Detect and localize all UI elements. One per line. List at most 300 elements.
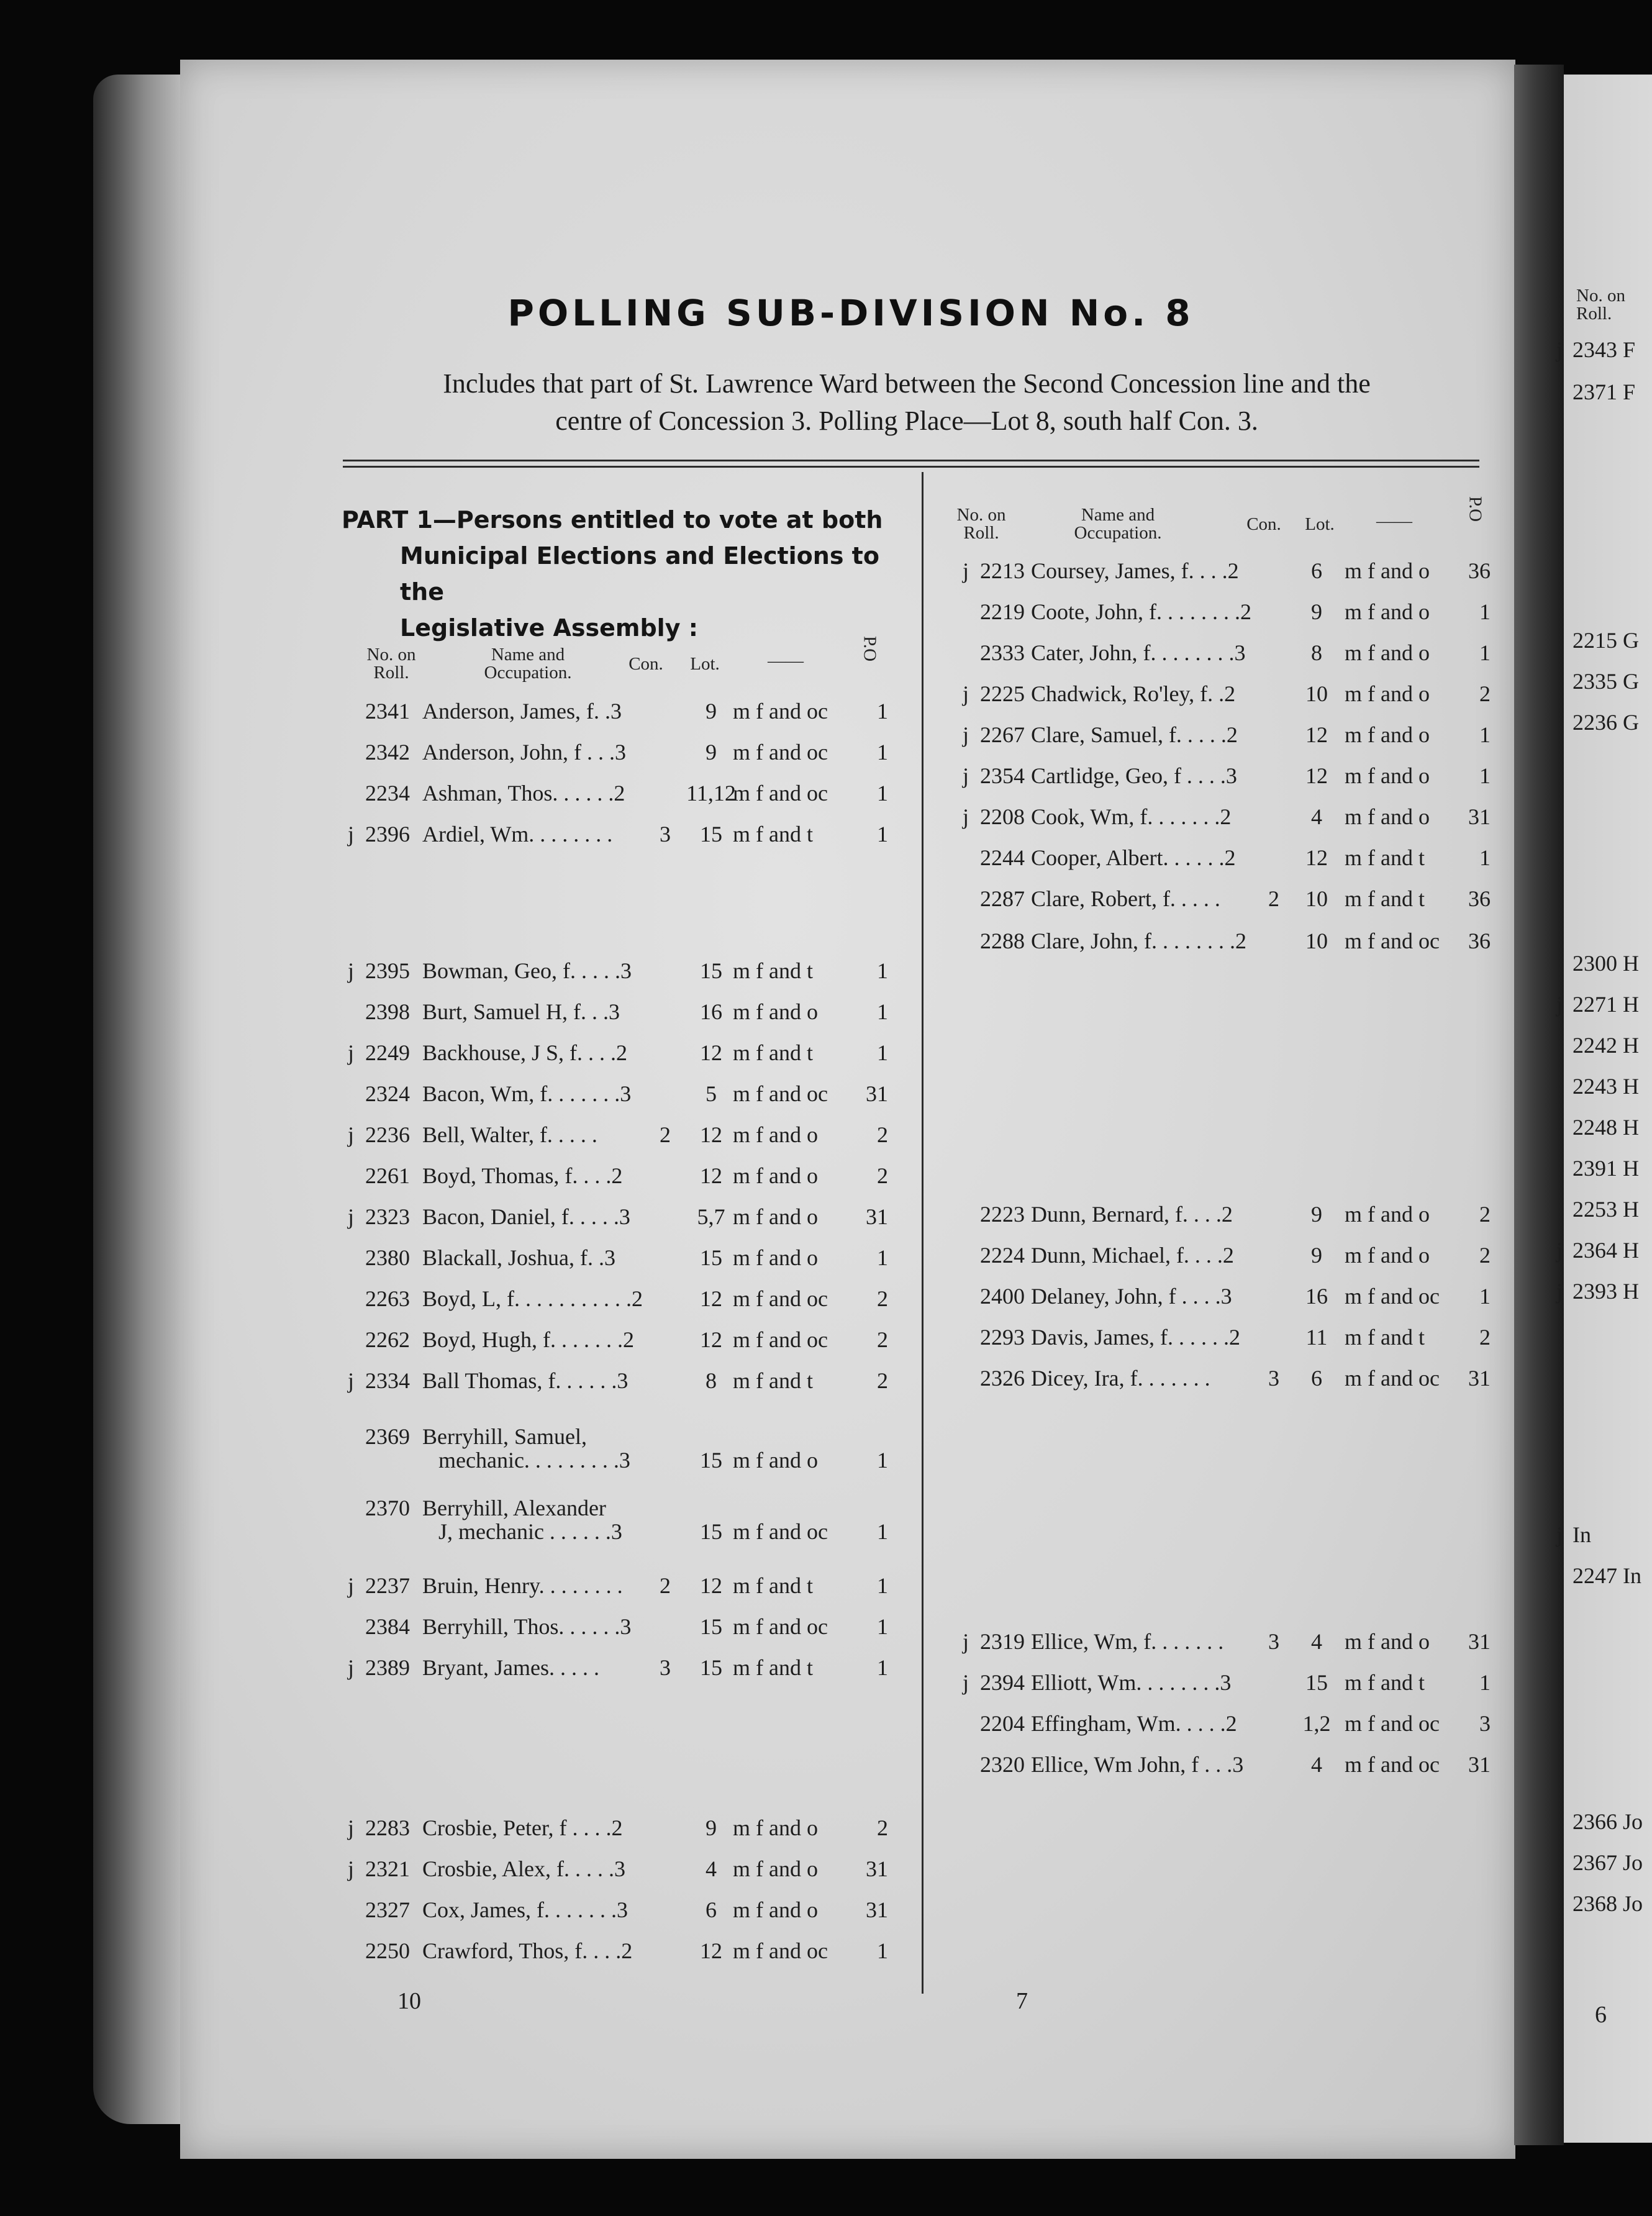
roll-marker: j bbox=[347, 1122, 354, 1147]
roll-marker: j bbox=[347, 958, 354, 983]
roll-marker: j bbox=[1556, 1522, 1563, 1547]
post-office: 1 bbox=[877, 1614, 888, 1639]
post-office: 1 bbox=[877, 822, 888, 847]
next-page-row bbox=[1556, 1155, 1639, 1181]
qualification: m f and o bbox=[733, 1448, 818, 1473]
left-header-con: Con. bbox=[629, 654, 663, 674]
page-number-next: 6 bbox=[1595, 2002, 1607, 2028]
lot: 9 bbox=[1311, 599, 1322, 624]
next-page-row bbox=[1556, 1073, 1639, 1099]
lot: 8 bbox=[706, 1368, 717, 1393]
next-page-row-text: 2364 H bbox=[1573, 1238, 1639, 1263]
voter-name: Davis, James, f. . . . . .2 bbox=[1031, 1325, 1240, 1350]
post-office: 2 bbox=[1479, 1243, 1491, 1268]
left-header-po: P.O bbox=[860, 635, 880, 662]
lot: 6 bbox=[1311, 1366, 1322, 1391]
right-row bbox=[950, 1709, 1503, 1738]
qualification: m f and t bbox=[733, 1040, 813, 1065]
roll-marker: j bbox=[962, 1670, 969, 1695]
lot: 10 bbox=[1305, 886, 1328, 911]
voter-name: Ashman, Thos. . . . . .2 bbox=[422, 781, 625, 806]
post-office: 1 bbox=[1479, 1284, 1491, 1309]
qualification: m f and oc bbox=[1345, 1752, 1440, 1777]
left-row bbox=[335, 1612, 907, 1641]
voter-name: Clare, John, f. . . . . . . .2 bbox=[1031, 929, 1246, 953]
roll-number: 2219 bbox=[980, 599, 1025, 624]
next-page-row bbox=[1556, 627, 1639, 653]
roll-marker: j bbox=[1556, 1238, 1563, 1263]
lot: 15 bbox=[700, 958, 722, 983]
post-office: 36 bbox=[1468, 558, 1491, 583]
qualification: m f and o bbox=[1345, 1629, 1430, 1654]
left-row bbox=[335, 1494, 907, 1551]
next-page-row-text: 2368 Jo bbox=[1573, 1891, 1643, 1916]
right-row bbox=[950, 1750, 1503, 1779]
right-header-no-on-roll-1: No. on bbox=[956, 505, 1006, 525]
roll-number: 2283 bbox=[365, 1815, 410, 1840]
qualification: m f and o bbox=[733, 1245, 818, 1270]
left-header-name bbox=[466, 646, 590, 682]
part-1-line-2: Municipal Elections and Elections to the bbox=[400, 542, 879, 606]
voter-name: Ellice, Wm, f. . . . . . . bbox=[1031, 1629, 1224, 1654]
roll-number: 2261 bbox=[365, 1163, 410, 1188]
roll-number: 2234 bbox=[365, 781, 410, 806]
post-office: 1 bbox=[877, 1655, 888, 1680]
lot: 4 bbox=[1311, 1752, 1322, 1777]
lot: 10 bbox=[1305, 929, 1328, 953]
qualification: m f and oc bbox=[1345, 1711, 1440, 1736]
roll-number: 2321 bbox=[365, 1856, 410, 1881]
lot: 16 bbox=[700, 999, 722, 1024]
roll-number: 2237 bbox=[365, 1573, 410, 1598]
qualification: m f and t bbox=[733, 822, 813, 847]
voter-name: Anderson, John, f . . .3 bbox=[422, 740, 626, 765]
next-page-row bbox=[1556, 1809, 1643, 1835]
voter-name: Bell, Walter, f. . . . . bbox=[422, 1122, 597, 1147]
part-1-heading bbox=[342, 502, 901, 646]
post-office: 1 bbox=[1479, 640, 1491, 665]
qualification: m f and t bbox=[733, 1655, 813, 1680]
voter-name: Berryhill, Thos. . . . . .3 bbox=[422, 1614, 632, 1639]
next-page-row-text: 2271 H bbox=[1573, 992, 1639, 1017]
qualification: m f and oc bbox=[1345, 1366, 1440, 1391]
next-page-row-text: 2335 G bbox=[1573, 669, 1639, 694]
right-row bbox=[950, 927, 1503, 955]
voter-name: Bryant, James. . . . . bbox=[422, 1655, 599, 1680]
roll-number: 2287 bbox=[980, 886, 1025, 911]
roll-number: 2333 bbox=[980, 640, 1025, 665]
right-row bbox=[950, 802, 1503, 831]
roll-number: 2204 bbox=[980, 1711, 1025, 1736]
voter-name: Bacon, Daniel, f. . . . .3 bbox=[422, 1204, 630, 1229]
qualification: m f and t bbox=[1345, 845, 1425, 870]
roll-number: 2396 bbox=[365, 822, 410, 847]
right-row bbox=[950, 1200, 1503, 1228]
right-row bbox=[950, 1364, 1503, 1392]
roll-number: 2250 bbox=[365, 1938, 410, 1963]
roll-number: 2400 bbox=[980, 1284, 1025, 1309]
roll-number: 2394 bbox=[980, 1670, 1025, 1695]
right-row bbox=[950, 1282, 1503, 1310]
left-row bbox=[335, 697, 907, 725]
lot: 4 bbox=[1311, 804, 1322, 829]
next-page-row-text: In bbox=[1573, 1522, 1591, 1547]
lot: 9 bbox=[706, 740, 717, 765]
left-row bbox=[335, 1896, 907, 1924]
next-page-row-text: 2300 H bbox=[1573, 951, 1639, 976]
roll-number: 2236 bbox=[365, 1122, 410, 1147]
concession: 3 bbox=[660, 822, 671, 847]
roll-marker: j bbox=[347, 1856, 354, 1881]
left-header-dash: —— bbox=[768, 651, 804, 671]
roll-number: 2320 bbox=[980, 1752, 1025, 1777]
roll-number: 2224 bbox=[980, 1243, 1025, 1268]
roll-marker: j bbox=[347, 1368, 354, 1393]
voter-name: Clare, Robert, f. . . . . bbox=[1031, 886, 1220, 911]
post-office: 2 bbox=[1479, 681, 1491, 706]
left-row bbox=[335, 738, 907, 766]
qualification: m f and t bbox=[1345, 1325, 1425, 1350]
left-header-lot: Lot. bbox=[690, 654, 720, 674]
voter-name: Anderson, James, f. .3 bbox=[422, 699, 622, 724]
lot: 8 bbox=[1311, 640, 1322, 665]
right-row bbox=[950, 720, 1503, 749]
post-office: 2 bbox=[877, 1122, 888, 1147]
lot: 12 bbox=[1305, 845, 1328, 870]
lot: 4 bbox=[706, 1856, 717, 1881]
intro-line-2: centre of Concession 3. Polling Place—Lot 8, south half Con. 3. bbox=[555, 406, 1258, 436]
qualification: m f and o bbox=[733, 1856, 818, 1881]
concession: 2 bbox=[660, 1573, 671, 1598]
voter-name: Cartlidge, Geo, f . . . .3 bbox=[1031, 763, 1237, 788]
lot: 15 bbox=[700, 822, 722, 847]
roll-marker: j bbox=[962, 1629, 969, 1654]
roll-number: 2342 bbox=[365, 740, 410, 765]
qualification: m f and o bbox=[1345, 681, 1430, 706]
lot: 15 bbox=[1305, 1670, 1328, 1695]
right-row bbox=[950, 556, 1503, 585]
left-row bbox=[335, 1855, 907, 1883]
lot: 12 bbox=[700, 1938, 722, 1963]
roll-number: 2369 bbox=[365, 1424, 410, 1449]
right-header-no-on-roll-2: Roll. bbox=[963, 523, 999, 543]
post-office: 2 bbox=[877, 1163, 888, 1188]
voter-name: Bruin, Henry. . . . . . . . bbox=[422, 1573, 623, 1598]
lot: 12 bbox=[700, 1122, 722, 1147]
qualification: m f and o bbox=[1345, 558, 1430, 583]
next-page-row bbox=[1556, 1850, 1643, 1876]
voter-name: Berryhill, Alexander bbox=[422, 1496, 606, 1520]
left-row bbox=[335, 1366, 907, 1395]
roll-marker: j bbox=[1556, 337, 1563, 362]
left-header-no-on-roll bbox=[354, 646, 429, 682]
left-row bbox=[335, 956, 907, 985]
left-row bbox=[335, 1325, 907, 1354]
voter-name: Cooper, Albert. . . . . .2 bbox=[1031, 845, 1236, 870]
post-office: 1 bbox=[877, 1519, 888, 1544]
post-office: 31 bbox=[1468, 1366, 1491, 1391]
lot: 12 bbox=[700, 1286, 722, 1311]
voter-name: Cox, James, f. . . . . . .3 bbox=[422, 1897, 628, 1922]
voter-name: Dicey, Ira, f. . . . . . . bbox=[1031, 1366, 1210, 1391]
next-page-row bbox=[1556, 337, 1635, 363]
qualification: m f and t bbox=[733, 1573, 813, 1598]
roll-number: 2267 bbox=[980, 722, 1025, 747]
left-header-name-1: Name and bbox=[491, 645, 565, 665]
next-page-row bbox=[1556, 950, 1639, 976]
post-office: 2 bbox=[877, 1815, 888, 1840]
right-row bbox=[950, 597, 1503, 626]
next-page-row-text: 2343 F bbox=[1573, 337, 1636, 362]
voter-name: Cook, Wm, f. . . . . . .2 bbox=[1031, 804, 1232, 829]
right-row bbox=[950, 1668, 1503, 1697]
roll-marker: j bbox=[347, 1204, 354, 1229]
left-row bbox=[335, 779, 907, 807]
qualification: m f and oc bbox=[733, 740, 828, 765]
roll-number: 2223 bbox=[980, 1202, 1025, 1227]
post-office: 1 bbox=[1479, 845, 1491, 870]
roll-number: 2319 bbox=[980, 1629, 1025, 1654]
left-header-name-2: Occupation. bbox=[484, 663, 572, 683]
column-divider bbox=[922, 472, 924, 1994]
post-office: 31 bbox=[866, 1081, 888, 1106]
next-page-row bbox=[1556, 709, 1639, 735]
roll-marker: j bbox=[347, 1040, 354, 1065]
lot: 12 bbox=[1305, 722, 1328, 747]
roll-number: 2341 bbox=[365, 699, 410, 724]
post-office: 1 bbox=[1479, 1670, 1491, 1695]
voter-name: Delaney, John, f . . . .3 bbox=[1031, 1284, 1232, 1309]
voter-name: Clare, Samuel, f. . . . .2 bbox=[1031, 722, 1238, 747]
next-page-row-text: 2391 H bbox=[1573, 1156, 1639, 1181]
left-row bbox=[335, 997, 907, 1026]
roll-marker: j bbox=[1556, 1279, 1563, 1304]
left-row bbox=[335, 1202, 907, 1231]
left-row bbox=[335, 1571, 907, 1600]
roll-number: 2323 bbox=[365, 1204, 410, 1229]
qualification: m f and t bbox=[1345, 1670, 1425, 1695]
roll-number: 2384 bbox=[365, 1614, 410, 1639]
right-row bbox=[950, 1241, 1503, 1269]
next-page-row bbox=[1556, 1891, 1643, 1917]
next-page-row bbox=[1556, 379, 1635, 405]
voter-name: Crosbie, Alex, f. . . . .3 bbox=[422, 1856, 625, 1881]
next-page-header bbox=[1576, 287, 1638, 323]
voter-name-cont: mechanic. . . . . . . . .3 bbox=[438, 1448, 630, 1473]
lot: 9 bbox=[706, 699, 717, 724]
post-office: 31 bbox=[1468, 1752, 1491, 1777]
right-header-lot: Lot. bbox=[1305, 514, 1335, 534]
roll-marker: j bbox=[1556, 992, 1563, 1017]
qualification: m f and o bbox=[1345, 1202, 1430, 1227]
next-page-row-text: 2242 H bbox=[1573, 1033, 1639, 1058]
intro-line-1: Includes that part of St. Lawrence Ward between the Second Concession line and the bbox=[443, 368, 1371, 399]
qualification: m f and t bbox=[1345, 886, 1425, 911]
lot: 15 bbox=[700, 1655, 722, 1680]
post-office: 2 bbox=[877, 1327, 888, 1352]
roll-number: 2380 bbox=[365, 1245, 410, 1270]
concession: 2 bbox=[1268, 886, 1279, 911]
post-office: 1 bbox=[877, 1938, 888, 1963]
voter-name: Effingham, Wm. . . . .2 bbox=[1031, 1711, 1237, 1736]
lot: 12 bbox=[700, 1040, 722, 1065]
qualification: m f and o bbox=[1345, 763, 1430, 788]
left-row bbox=[335, 1243, 907, 1272]
post-office: 1 bbox=[1479, 599, 1491, 624]
roll-number: 2334 bbox=[365, 1368, 410, 1393]
roll-number: 2262 bbox=[365, 1327, 410, 1352]
qualification: m f and oc bbox=[1345, 1284, 1440, 1309]
right-row bbox=[950, 1627, 1503, 1656]
qualification: m f and o bbox=[1345, 722, 1430, 747]
qualification: m f and t bbox=[733, 1368, 813, 1393]
roll-number: 2293 bbox=[980, 1325, 1025, 1350]
page-number-center: 7 bbox=[1016, 1988, 1028, 2014]
post-office: 1 bbox=[877, 1573, 888, 1598]
next-page-row-text: 2247 In bbox=[1573, 1563, 1641, 1588]
post-office: 31 bbox=[866, 1897, 888, 1922]
voter-name: Elliott, Wm. . . . . . . .3 bbox=[1031, 1670, 1232, 1695]
book-left-edge bbox=[93, 75, 180, 2124]
lot: 6 bbox=[706, 1897, 717, 1922]
voter-name: Ball Thomas, f. . . . . .3 bbox=[422, 1368, 629, 1393]
qualification: m f and o bbox=[733, 1204, 818, 1229]
next-page-row-text: 2215 G bbox=[1573, 628, 1639, 653]
part-1-line-3: Legislative Assembly : bbox=[400, 614, 698, 642]
left-row bbox=[335, 1937, 907, 1965]
voter-name: Burt, Samuel H, f. . .3 bbox=[422, 999, 620, 1024]
lot: 4 bbox=[1311, 1629, 1322, 1654]
right-row bbox=[950, 843, 1503, 872]
page-title: POLLING SUB-DIVISION No. 8 bbox=[507, 292, 1194, 334]
lot: 6 bbox=[1311, 558, 1322, 583]
qualification: m f and oc bbox=[733, 781, 828, 806]
heading-rule-top bbox=[343, 460, 1479, 461]
roll-marker: j bbox=[962, 681, 969, 706]
roll-marker: j bbox=[962, 722, 969, 747]
post-office: 1 bbox=[1479, 763, 1491, 788]
roll-marker: j bbox=[962, 558, 969, 583]
roll-marker: j bbox=[347, 1815, 354, 1840]
roll-number: 2354 bbox=[980, 763, 1025, 788]
left-row bbox=[335, 820, 907, 848]
qualification: m f and o bbox=[1345, 1243, 1430, 1268]
post-office: 1 bbox=[877, 781, 888, 806]
next-page-row-text: 2366 Jo bbox=[1573, 1809, 1643, 1834]
qualification: m f and o bbox=[733, 1122, 818, 1147]
right-row bbox=[950, 761, 1503, 790]
voter-name: Boyd, L, f. . . . . . . . . . .2 bbox=[422, 1286, 643, 1311]
voter-name: Boyd, Hugh, f. . . . . . .2 bbox=[422, 1327, 634, 1352]
right-header-name bbox=[1056, 506, 1180, 542]
lot: 5,7 bbox=[697, 1204, 725, 1229]
post-office: 1 bbox=[1479, 722, 1491, 747]
roll-number: 2244 bbox=[980, 845, 1025, 870]
lot: 9 bbox=[1311, 1202, 1322, 1227]
roll-number: 2326 bbox=[980, 1366, 1025, 1391]
roll-number: 2327 bbox=[365, 1897, 410, 1922]
voter-name: Backhouse, J S, f. . . .2 bbox=[422, 1040, 627, 1065]
roll-number: 2263 bbox=[365, 1286, 410, 1311]
right-header-con: Con. bbox=[1246, 514, 1281, 534]
post-office: 31 bbox=[1468, 1629, 1491, 1654]
part-1-line-1: PART 1—Persons entitled to vote at both bbox=[342, 506, 883, 534]
right-row bbox=[950, 679, 1503, 708]
voter-name: Bacon, Wm, f. . . . . . .3 bbox=[422, 1081, 632, 1106]
roll-number: 2324 bbox=[365, 1081, 410, 1106]
lot: 12 bbox=[700, 1327, 722, 1352]
qualification: m f and o bbox=[733, 1163, 818, 1188]
lot: 12 bbox=[1305, 763, 1328, 788]
roll-number: 2395 bbox=[365, 958, 410, 983]
lot: 1,2 bbox=[1302, 1711, 1331, 1736]
post-office: 2 bbox=[1479, 1325, 1491, 1350]
voter-name: Dunn, Bernard, f. . . .2 bbox=[1031, 1202, 1233, 1227]
qualification: m f and o bbox=[1345, 599, 1430, 624]
concession: 3 bbox=[1268, 1366, 1279, 1391]
post-office: 36 bbox=[1468, 929, 1491, 953]
left-row bbox=[335, 1422, 907, 1479]
roll-marker: j bbox=[962, 804, 969, 829]
post-office: 1 bbox=[877, 740, 888, 765]
post-office: 1 bbox=[877, 1448, 888, 1473]
roll-number: 2213 bbox=[980, 558, 1025, 583]
qualification: m f and o bbox=[1345, 804, 1430, 829]
right-row bbox=[950, 1323, 1503, 1351]
post-office: 2 bbox=[877, 1286, 888, 1311]
roll-number: 2249 bbox=[365, 1040, 410, 1065]
lot: 15 bbox=[700, 1614, 722, 1639]
lot: 15 bbox=[700, 1245, 722, 1270]
roll-number: 2225 bbox=[980, 681, 1025, 706]
qualification: m f and oc bbox=[733, 1614, 828, 1639]
concession: 2 bbox=[660, 1122, 671, 1147]
next-page-row-text: 2393 H bbox=[1573, 1279, 1639, 1304]
voter-name: Berryhill, Samuel, bbox=[422, 1424, 587, 1449]
qualification: m f and oc bbox=[733, 699, 828, 724]
page-number-left: 10 bbox=[397, 1988, 421, 2014]
qualification: m f and t bbox=[733, 958, 813, 983]
qualification: m f and o bbox=[1345, 640, 1430, 665]
voter-name: Dunn, Michael, f. . . .2 bbox=[1031, 1243, 1234, 1268]
lot: 9 bbox=[706, 1815, 717, 1840]
roll-number: 2288 bbox=[980, 929, 1025, 953]
roll-marker: j bbox=[347, 822, 354, 847]
next-page-row-text: 2248 H bbox=[1573, 1115, 1639, 1140]
qualification: m f and oc bbox=[733, 1938, 828, 1963]
post-office: 2 bbox=[877, 1368, 888, 1393]
roll-number: 2389 bbox=[365, 1655, 410, 1680]
right-row bbox=[950, 638, 1503, 667]
next-page-row bbox=[1556, 1114, 1639, 1140]
left-row bbox=[335, 1120, 907, 1149]
concession: 3 bbox=[660, 1655, 671, 1680]
lot: 11,12 bbox=[686, 781, 736, 806]
lot: 11 bbox=[1305, 1325, 1328, 1350]
post-office: 3 bbox=[1479, 1711, 1491, 1736]
post-office: 1 bbox=[877, 1245, 888, 1270]
left-header-no-on-roll-2: Roll. bbox=[373, 663, 409, 683]
post-office: 2 bbox=[1479, 1202, 1491, 1227]
qualification: m f and oc bbox=[733, 1519, 828, 1544]
right-row bbox=[950, 884, 1503, 913]
voter-name: Crosbie, Peter, f . . . .2 bbox=[422, 1815, 623, 1840]
qualification: m f and o bbox=[733, 999, 818, 1024]
voter-name: Cater, John, f. . . . . . . .3 bbox=[1031, 640, 1246, 665]
post-office: 1 bbox=[877, 999, 888, 1024]
left-row bbox=[335, 1814, 907, 1842]
roll-number: 2370 bbox=[365, 1496, 410, 1520]
